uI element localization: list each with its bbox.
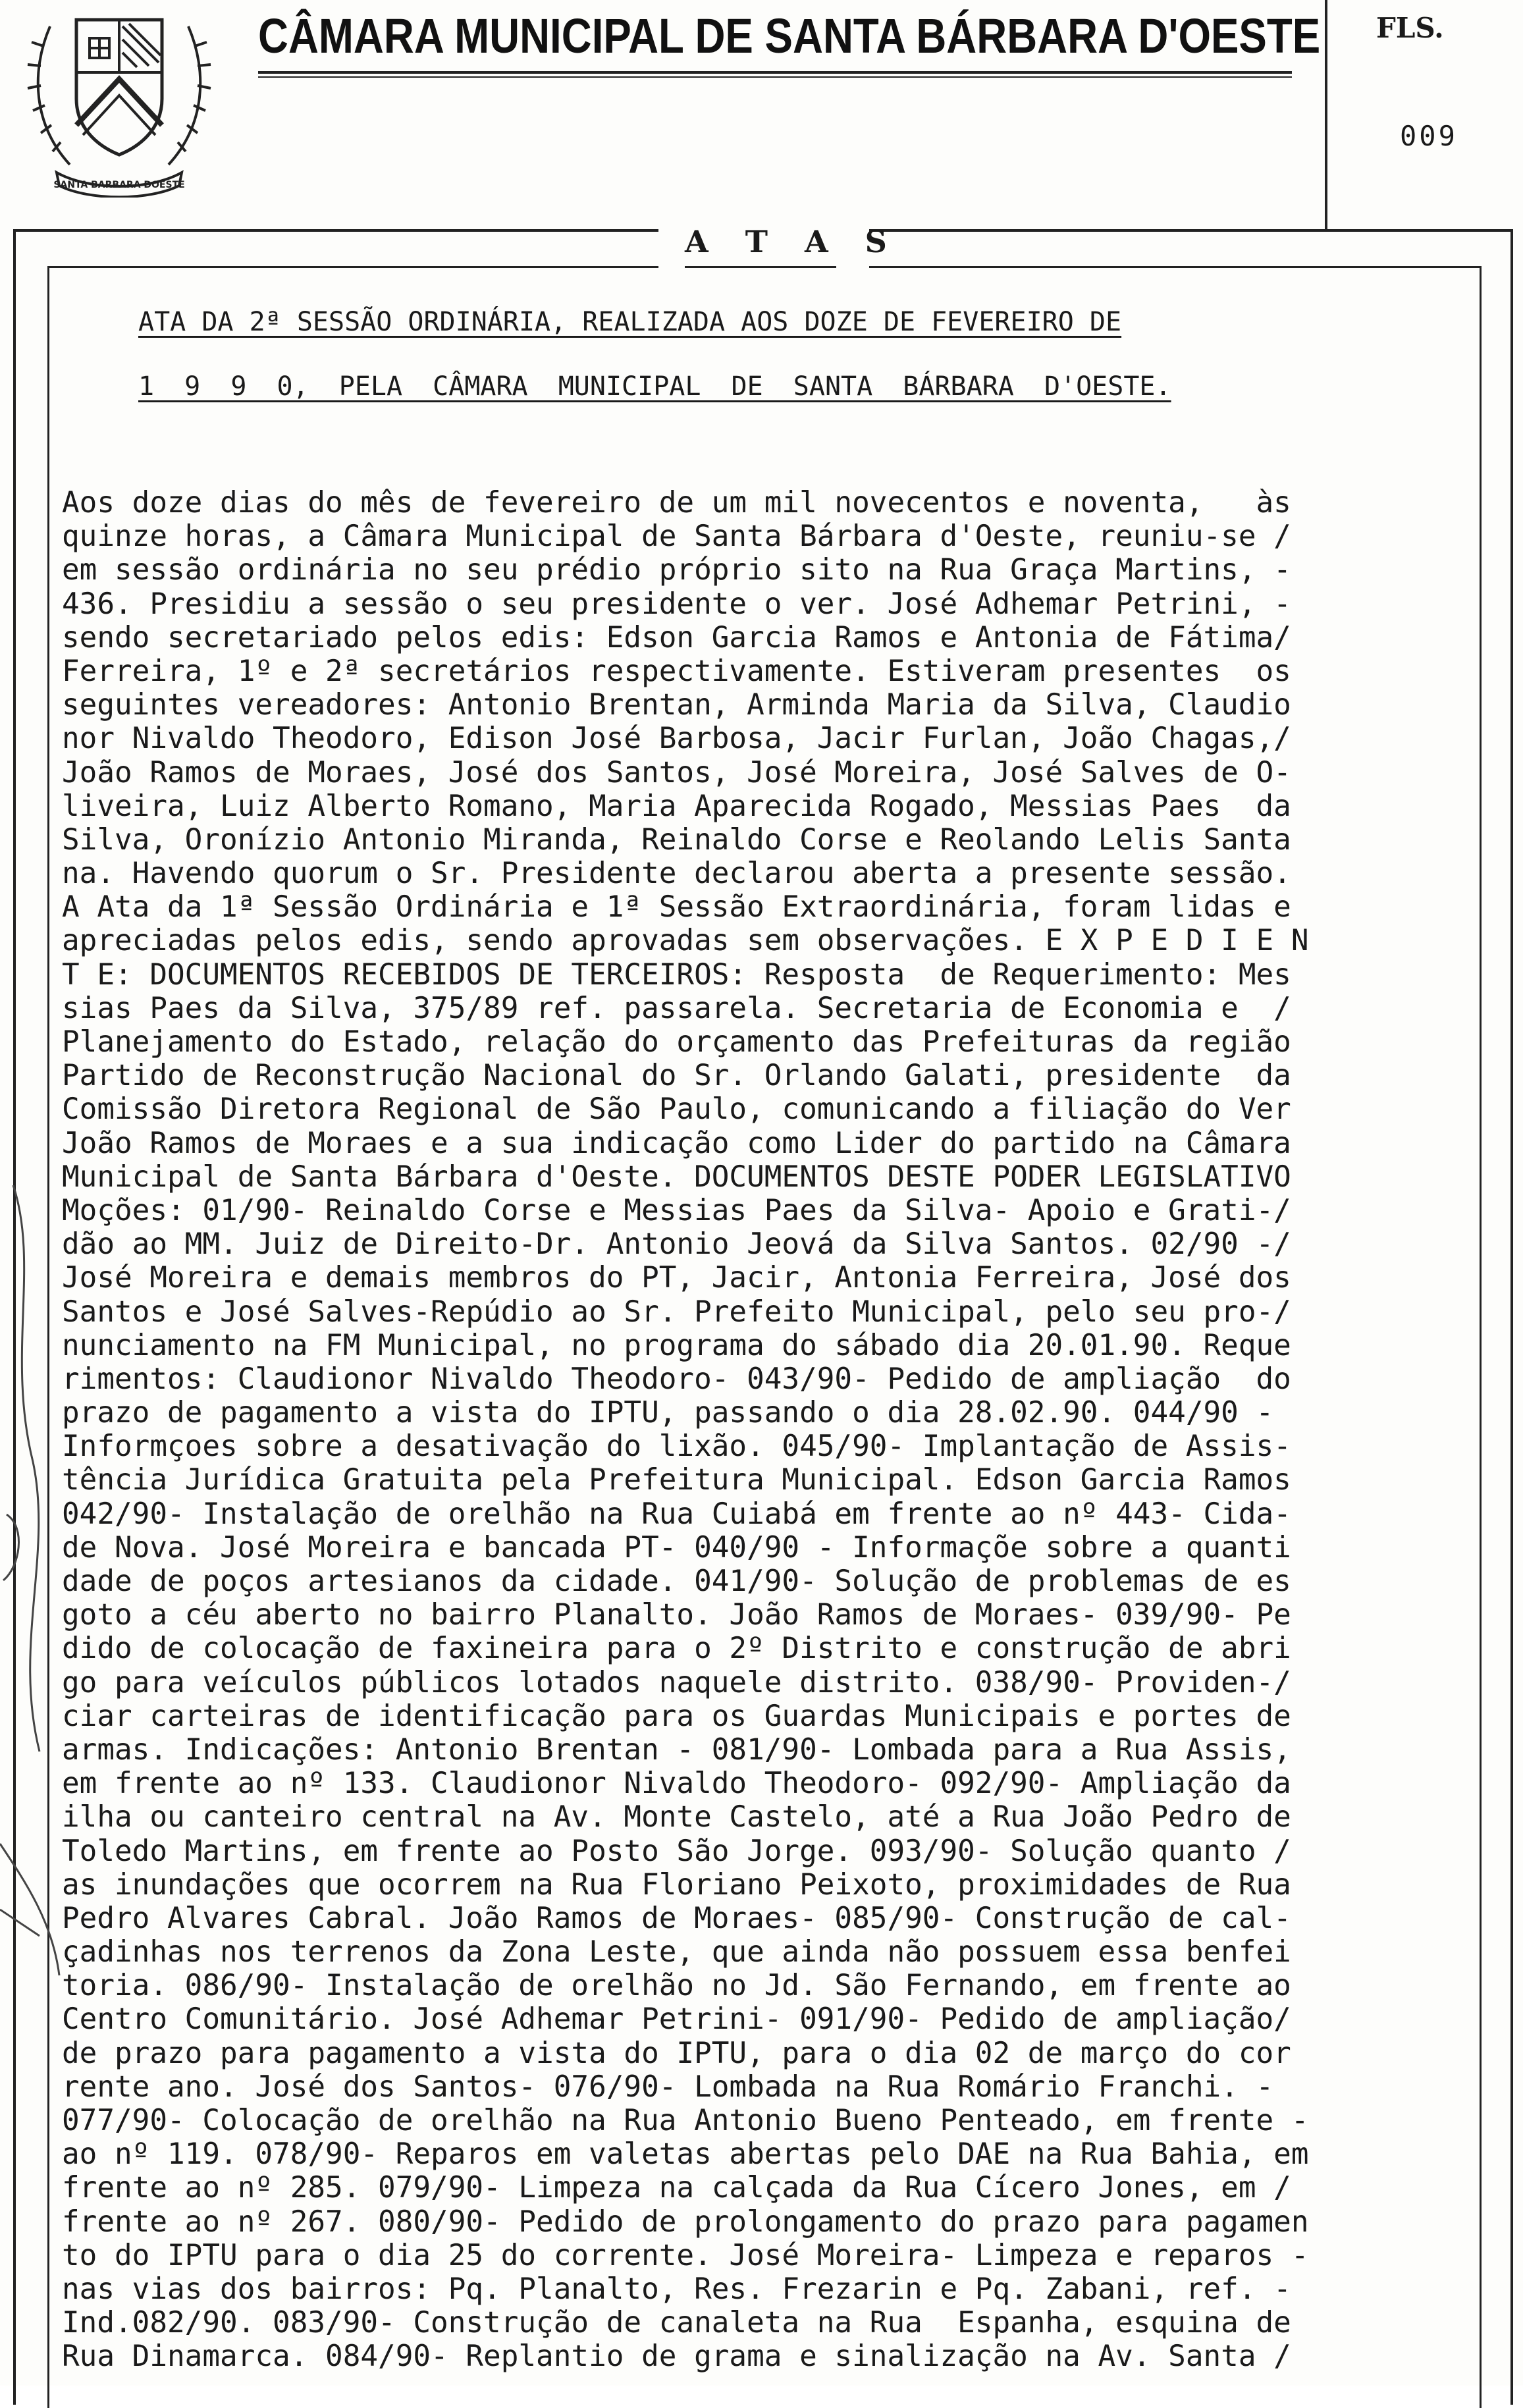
body-line: tência Jurídica Gratuita pela Prefeitura Municipal. Edson Garcia Ramos [62,1463,1291,1497]
body-line: nas vias dos bairros: Pq. Planalto, Res. Frezarin e Pq. Zabani, ref. - [62,2272,1291,2306]
body-line: as inundações que ocorrem na Rua Floriano Peixoto, proximidades de Rua [62,1867,1291,1902]
minutes-body [62,486,1471,2374]
body-line: goto a céu aberto no bairro Planalto. João Ramos de Moraes- 039/90- Pe [62,1598,1291,1632]
section-title-underline [685,266,836,268]
body-line: rente ano. José dos Santos- 076/90- Lombada na Rua Romário Franchi. - [62,2070,1274,2104]
municipal-crest-icon [24,0,215,198]
body-line: de Nova. José Moreira e bancada PT- 040/90 - Informaçõe sobre a quanti [62,1530,1291,1565]
body-line: Silva, Oronízio Antonio Miranda, Reinaldo Corse e Reolando Lelis Santa [62,822,1291,857]
body-line: çadinhas nos terrenos da Zona Leste, que ainda não possuem essa benfei [62,1935,1291,1969]
body-line: em frente ao nº 133. Claudionor Nivaldo Theodoro- 092/90- Ampliação da [62,1767,1291,1801]
page-number: 009 [1400,120,1458,152]
body-line: apreciadas pelos edis, sendo aprovadas sem observações. E X P E D I E N [62,924,1309,958]
body-line: toria. 086/90- Instalação de orelhão no Jd. São Fernando, em frente ao [62,1969,1291,2003]
body-line: Comissão Diretora Regional de São Paulo, comunicando a filiação do Ver [62,1092,1291,1127]
minutes-title-line-2: 1 9 9 0, PELA CÂMARA MUNICIPAL DE SANTA BÁRBARA D'OESTE. [138,371,1171,402]
header-rule-thin [258,76,1292,78]
body-line: João Ramos de Moraes e a sua indicação como Lider do partido na Câmara [62,1126,1291,1160]
body-line: dão ao MM. Juiz de Direito-Dr. Antonio Jeová da Silva Santos. 02/90 -/ [62,1227,1291,1262]
crest-motto: SANTA BARBARA DOESTE [53,180,185,190]
body-line: dade de poços artesianos da cidade. 041/90- Solução de problemas de es [62,1565,1291,1598]
body-line: go para veículos públicos lotados naquele distrito. 038/90- Providen-/ [62,1665,1291,1699]
body-line: Rua Dinamarca. 084/90- Replantio de grama e sinalização na Av. Santa / [62,2340,1291,2374]
body-line: de prazo para pagamento a vista do IPTU, para o dia 02 de março do cor [62,2036,1291,2070]
body-line: sendo secretariado pelos edis: Edson Garcia Ramos e Antonia de Fátima/ [62,620,1291,655]
body-line: seguintes vereadores: Antonio Brentan, Arminda Maria da Silva, Claudio [62,688,1291,722]
body-line: T E: DOCUMENTOS RECEBIDOS DE TERCEIROS: Resposta de Requerimento: Mes [62,957,1291,992]
section-title: A T A S [685,224,900,259]
header-rule [258,71,1292,74]
body-line: ilha ou canteiro central na Av. Monte Castelo, até a Rua João Pedro de [62,1800,1291,1834]
body-line: Centro Comunitário. José Adhemar Petrini- 091/90- Pedido de ampliação/ [62,2002,1291,2037]
body-line: to do IPTU para o dia 25 do corrente. José Moreira- Limpeza e reparos - [62,2238,1309,2272]
body-line: armas. Indicações: Antonio Brentan - 081/90- Lombada para a Rua Assis, [62,1732,1291,1767]
body-line: Municipal de Santa Bárbara d'Oeste. DOCUMENTOS DESTE PODER LEGISLATIVO [62,1160,1291,1194]
body-line: quinze horas, a Câmara Municipal de Santa Bárbara d'Oeste, reuniu-se / [62,520,1291,554]
fls-label: FLS. [1376,12,1444,44]
body-line: na. Havendo quorum o Sr. Presidente declarou aberta a presente sessão. [62,857,1291,891]
body-line: Santos e José Salves-Repúdio ao Sr. Prefeito Municipal, pelo seu pro-/ [62,1295,1291,1329]
body-line: dido de colocação de faxineira para o 2º Distrito e construção de abri [62,1632,1291,1666]
body-line: 077/90- Colocação de orelhão na Rua Antonio Bueno Penteado, em frente - [62,2104,1309,2137]
body-line: prazo de pagamento a vista do IPTU, passando o dia 28.02.90. 044/90 - [62,1396,1274,1430]
body-line: rimentos: Claudionor Nivaldo Theodoro- 043/90- Pedido de ampliação do [62,1362,1291,1396]
body-line: frente ao nº 267. 080/90- Pedido de prolongamento do prazo para pagamen [62,2205,1309,2239]
body-line: Pedro Alvares Cabral. João Ramos de Moraes- 085/90- Construção de cal- [62,1901,1291,1935]
body-line: em sessão ordinária no seu prédio próprio sito na Rua Graça Martins, - [62,553,1291,587]
body-line: Toledo Martins, em frente ao Posto São Jorge. 093/90- Solução quanto / [62,1834,1291,1868]
margin-handwriting-icon [0,1185,66,2107]
body-line: frente ao nº 285. 079/90- Limpeza na calçada da Rua Cícero Jones, em / [62,2171,1291,2205]
header-title: CÂMARA MUNICIPAL DE SANTA BÁRBARA D'OESTE [258,9,1321,63]
body-line: Ferreira, 1º e 2ª secretários respectivamente. Estiveram presentes os [62,654,1291,688]
body-line: Ind.082/90. 083/90- Construção de canaleta na Rua Espanha, esquina de [62,2306,1291,2340]
body-line: sias Paes da Silva, 375/89 ref. passarela. Secretaria de Economia e / [62,991,1291,1025]
body-line: ciar carteiras de identificação para os Guardas Municipais e portes de [62,1699,1291,1733]
body-line: nunciamento na FM Municipal, no programa do sábado dia 20.01.90. Reque [62,1328,1291,1362]
body-line: liveira, Luiz Alberto Romano, Maria Aparecida Rogado, Messias Paes da [62,789,1291,823]
body-line: Aos doze dias do mês de fevereiro de um mil novecentos e noventa, às [62,486,1291,520]
body-line: Planejamento do Estado, relação do orçamento das Prefeituras da região [62,1025,1291,1059]
body-line: A Ata da 1ª Sessão Ordinária e 1ª Sessão Extraordinária, foram lidas e [62,890,1291,924]
body-line: Partido de Reconstrução Nacional do Sr. Orlando Galati, presidente da [62,1059,1291,1093]
body-line: nor Nivaldo Theodoro, Edison José Barbosa, Jacir Furlan, João Chagas,/ [62,722,1291,756]
body-line: João Ramos de Moraes, José dos Santos, José Moreira, José Salves de O- [62,755,1291,789]
body-line: Informçoes sobre a desativação do lixão. 045/90- Implantação de Assis- [62,1430,1291,1464]
body-line: ao nº 119. 078/90- Reparos em valetas abertas pelo DAE na Rua Bahia, em [62,2137,1309,2172]
minutes-title-line-1: ATA DA 2ª SESSÃO ORDINÁRIA, REALIZADA AOS DOZE DE FEVEREIRO DE [138,307,1122,337]
body-line: 042/90- Instalação de orelhão na Rua Cuiabá em frente ao nº 443- Cida- [62,1497,1291,1531]
body-line: Moções: 01/90- Reinaldo Corse e Messias Paes da Silva- Apoio e Grati-/ [62,1193,1291,1227]
body-line: 436. Presidiu a sessão o seu presidente o ver. José Adhemar Petrini, - [62,587,1291,621]
body-line: José Moreira e demais membros do PT, Jacir, Antonia Ferreira, José dos [62,1261,1291,1295]
